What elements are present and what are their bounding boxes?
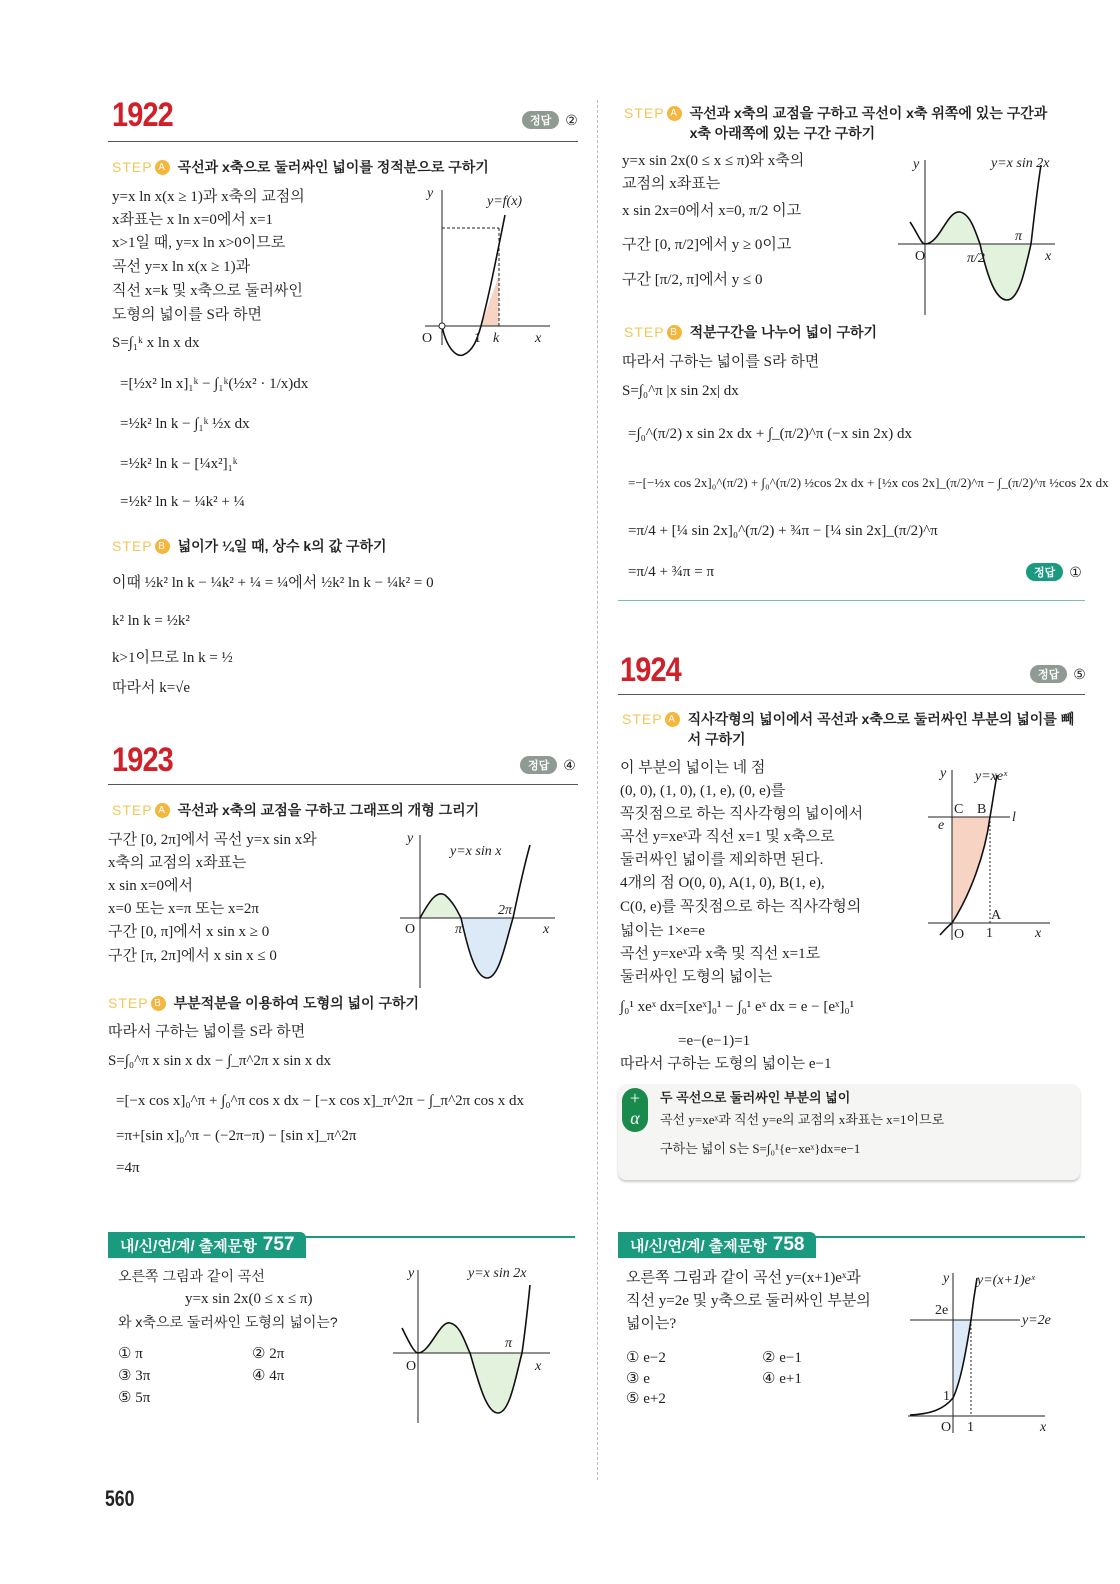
solution-line: 구간 [0, π/2]에서 y ≥ 0이고 <box>622 237 792 253</box>
solution-line: y=x sin 2x(0 ≤ x ≤ π)와 x축의 <box>622 153 805 169</box>
line-label: l <box>1012 810 1016 825</box>
solution-line: x sin x=0에서 <box>108 878 193 894</box>
solution-line: x>1일 때, y=x ln x>0이므로 <box>112 235 286 251</box>
step-tag: STEP A <box>624 103 682 123</box>
problem-number: 1923 <box>112 741 173 779</box>
answer-label: 정답 <box>522 111 559 129</box>
curve-label: y=x sin 2x <box>468 1266 527 1281</box>
choice[interactable]: ④ e+1 <box>762 1371 802 1387</box>
solution-line: 따라서 구하는 도형의 넓이는 e−1 <box>620 1056 832 1072</box>
problem-line: y=x sin 2x(0 ≤ x ≤ π) <box>185 1291 313 1307</box>
origin-label: O <box>422 331 433 346</box>
step-title: 곡선과 x축으로 둘러싸인 넓이를 정적분으로 구하기 <box>177 159 489 175</box>
origin-label: O <box>405 922 416 937</box>
solution-line: C(0, e)를 꼭짓점으로 하는 직사각형의 <box>620 899 862 915</box>
tick-label: k <box>493 331 500 346</box>
tick-label: π <box>505 1336 513 1351</box>
step-b-heading <box>108 993 419 1013</box>
tip-line: 구하는 넓이 S는 S=∫₀¹{e−xeˣ}dx=e−1 <box>660 1141 861 1156</box>
tick-label: e <box>938 818 945 833</box>
solution-line: 구간 [0, π]에서 x sin x ≥ 0 <box>108 924 270 940</box>
solution-line: 꼭짓점으로 하는 직사각형의 넓이에서 <box>620 806 864 822</box>
section-rule <box>618 694 1085 695</box>
solution-line: 둘러싸인 넓이를 제외하면 된다. <box>620 852 824 868</box>
answer-label: 정답 <box>1026 563 1063 581</box>
tick-label: 1 <box>986 926 993 941</box>
step-tag: STEP A <box>112 157 170 177</box>
step-a-heading <box>112 800 479 820</box>
solution-line: 구간 [π, 2π]에서 x sin x ≤ 0 <box>108 948 277 964</box>
tip-title: 두 곡선으로 둘러싸인 부분의 넓이 <box>660 1090 851 1105</box>
solution-line: =π+[sin x]₀^π − (−2π−π) − [sin x]_π^2π <box>116 1128 357 1144</box>
step-tag: STEP A <box>112 800 170 820</box>
answer-label: 정답 <box>1030 665 1067 683</box>
curve-label: y=x sin 2x <box>991 156 1050 171</box>
problem-line: 오른쪽 그림과 같이 곡선 y=(x+1)eˣ과 <box>626 1270 861 1286</box>
answer-badge <box>522 111 578 129</box>
step-tag: STEP B <box>112 536 170 556</box>
graph-1923 <box>395 830 560 990</box>
graph-1922 <box>415 185 555 355</box>
answer-label: 정답 <box>520 756 557 774</box>
related-problem-header <box>108 1232 306 1258</box>
tick-label: 1 <box>967 1420 974 1435</box>
solution-line: k>1이므로 ln k = ½ <box>112 650 233 666</box>
solution-line: 곡선 y=xeˣ과 x축 및 직선 x=1로 <box>620 946 821 962</box>
solution-line: ∫₀¹ xeˣ dx=[xeˣ]₀¹ − ∫₀¹ eˣ dx = e − [eˣ]₀¹ <box>620 999 855 1015</box>
solution-line: =½k² ln k − [¼x²]₁ᵏ <box>120 456 238 472</box>
solution-line: =π/4 + ¾π = π <box>628 564 715 580</box>
related-problem-header <box>618 1232 816 1258</box>
step-b-heading <box>624 322 877 342</box>
step-title: 곡선과 x축의 교점을 구하고 그래프의 개형 그리기 <box>177 802 480 818</box>
solution-line: x sin 2x=0에서 x=0, π/2 이고 <box>622 203 802 219</box>
point-label: C <box>954 802 964 817</box>
step-a-heading <box>112 157 489 177</box>
solution-line: =½k² ln k − ∫₁ᵏ ½x dx <box>120 416 250 432</box>
step-title: 부분적분을 이용하여 도형의 넓이 구하기 <box>173 995 420 1011</box>
curve-label: y=x sin x <box>450 844 502 859</box>
solution-line: =π/4 + [¼ sin 2x]₀^(π/2) + ¾π − [¼ sin 2x]_(π/2)^π <box>628 523 938 539</box>
solution-line: 따라서 구하는 넓이를 S라 하면 <box>622 354 820 370</box>
solution-line: 직선 x=k 및 x축으로 둘러싸인 <box>112 283 303 299</box>
step-title: 곡선과 x축의 교점을 구하고 곡선이 x축 위쪽에 있는 구간과 x축 아래쪽에 있는 구간 구하기 <box>689 105 1048 141</box>
answer-badge <box>520 756 576 774</box>
tick-label: 1 <box>474 331 481 346</box>
choice[interactable]: ③ 3π <box>118 1368 151 1384</box>
solution-line: 따라서 k=√e <box>112 680 191 696</box>
shaded-area <box>925 212 980 244</box>
problem-number: 1922 <box>112 96 173 134</box>
tick-label: π/2 <box>967 251 985 266</box>
step-b-heading <box>112 536 387 556</box>
box-rule <box>300 1236 575 1238</box>
header-number: 758 <box>772 1234 805 1255</box>
column-divider <box>597 100 598 1480</box>
tick-label: π <box>1015 229 1023 244</box>
solution-line: x좌표는 x ln x=0에서 x=1 <box>112 212 274 228</box>
answer-badge <box>1030 665 1086 683</box>
section-rule <box>108 141 578 142</box>
choice[interactable]: ① e−2 <box>626 1350 666 1366</box>
curve-label: y=xeˣ <box>975 769 1008 784</box>
y-label: y <box>943 1271 950 1286</box>
step-a-heading <box>622 709 1074 749</box>
problem-line: 오른쪽 그림과 같이 곡선 <box>118 1268 265 1284</box>
x-label: x <box>1035 926 1042 941</box>
choice[interactable]: ⑤ e+2 <box>626 1391 666 1407</box>
choice[interactable]: ③ e <box>626 1371 650 1387</box>
solution-line: 곡선 y=x ln x(x ≥ 1)과 <box>112 259 251 275</box>
box-rule <box>810 1236 1085 1238</box>
answer-value: ② <box>565 111 578 128</box>
solution-line: =∫₀^(π/2) x sin 2x dx + ∫_(π/2)^π (−x sin 2x) dx <box>628 426 912 442</box>
solution-line: =½k² ln k − ¼k² + ¼ <box>120 494 245 510</box>
y-label: y <box>427 186 434 201</box>
section-rule <box>618 600 1085 601</box>
solution-line: 이때 ½k² ln k − ¼k² + ¼ = ¼에서 ½k² ln k − ¼k² = 0 <box>112 575 434 591</box>
choice[interactable]: ④ 4π <box>252 1368 285 1384</box>
tip-line: 곡선 y=xeˣ과 직선 y=e의 교점의 x좌표는 x=1이므로 <box>660 1112 945 1127</box>
x-label: x <box>543 922 550 937</box>
solution-line: x=0 또는 x=π 또는 x=2π <box>108 901 259 917</box>
solution-line: 곡선 y=xeˣ과 직선 x=1 및 x축으로 <box>620 829 835 845</box>
x-label: x <box>1045 249 1052 264</box>
graph-1923-right <box>895 150 1075 320</box>
solution-line: =4π <box>116 1160 140 1176</box>
solution-line: S=∫₁ᵏ x ln x dx <box>112 335 200 351</box>
tick-label: 2e <box>935 1303 949 1318</box>
answer-value: ⑤ <box>1073 665 1086 682</box>
solution-line: 둘러싸인 도형의 넓이는 <box>620 969 773 985</box>
solution-line: 따라서 구하는 넓이를 S라 하면 <box>108 1024 306 1040</box>
solution-line: =e−(e−1)=1 <box>678 1033 751 1049</box>
header-number: 757 <box>262 1234 295 1255</box>
choice[interactable]: ⑤ 5π <box>118 1390 151 1406</box>
solution-line: 교점의 x좌표는 <box>622 176 721 192</box>
problem-line: 와 x축으로 둘러싸인 도형의 넓이는? <box>118 1314 338 1330</box>
origin-label: O <box>954 927 965 942</box>
tick-label: 2π <box>498 903 513 918</box>
solution-line: (0, 0), (1, 0), (1, e), (0, e)를 <box>620 783 786 799</box>
origin-label: O <box>915 249 926 264</box>
graph-1924 <box>925 765 1055 945</box>
y-label: y <box>913 157 920 172</box>
shaded-area <box>952 817 990 923</box>
curve-label: y=(x+1)eˣ <box>977 1273 1035 1288</box>
solution-line: =[−x cos x]₀^π + ∫₀^π cos x dx − [−x cos x]_π^2π − ∫_π^2π cos x dx <box>116 1093 524 1109</box>
page-number: 560 <box>105 1486 135 1511</box>
step-title: 넓이가 ¼일 때, 상수 k의 값 구하기 <box>177 538 387 554</box>
solution-line: 4개의 점 O(0, 0), A(1, 0), B(1, e), <box>620 875 825 891</box>
solution-line: =−[−½x cos 2x]₀^(π/2) + ∫₀^(π/2) ½cos 2x dx + [½x cos 2x]_(π/2)^π − ∫_(π/2)^π ½cos 2x dx <box>628 475 1109 490</box>
tick-label: π <box>455 922 463 937</box>
choice[interactable]: ① π <box>118 1346 143 1362</box>
solution-line: 넓이는 1×e=e <box>620 923 705 939</box>
open-point <box>439 323 445 329</box>
header-label: 내/신/연/계/ 출제문항 <box>120 1237 257 1255</box>
step-title: 적분구간을 나누어 넓이 구하기 <box>689 324 878 340</box>
solution-line: k² ln k = ½k² <box>112 613 190 629</box>
step-a-heading <box>624 103 1047 143</box>
solution-line: 구간 [π/2, π]에서 y ≤ 0 <box>622 272 763 288</box>
tick-label: 1 <box>943 1389 950 1404</box>
step-title: 직사각형의 넓이에서 곡선과 x축으로 둘러싸인 부분의 넓이를 빼 서 구하기 <box>687 711 1075 747</box>
header-label: 내/신/연/계/ 출제문항 <box>630 1237 767 1255</box>
origin-label: O <box>941 1420 952 1435</box>
y-label: y <box>407 831 414 846</box>
solution-line: S=∫₀^π |x sin 2x| dx <box>622 383 739 399</box>
section-rule <box>108 784 578 785</box>
solution-line: S=∫₀^π x sin x dx − ∫_π^2π x sin x dx <box>108 1053 332 1069</box>
graph-758 <box>905 1268 1075 1438</box>
solution-line: 이 부분의 넓이는 네 점 <box>620 760 766 776</box>
problem-number: 1924 <box>620 651 681 689</box>
answer-badge <box>1026 563 1082 581</box>
plus-alpha-icon: + α <box>622 1088 648 1132</box>
answer-value: ④ <box>563 756 576 773</box>
answer-value: ① <box>1069 563 1082 580</box>
point-label: B <box>977 802 987 817</box>
y-label: y <box>408 1266 415 1281</box>
problem-line: 직선 y=2e 및 y축으로 둘러싸인 부분의 <box>626 1293 871 1309</box>
step-tag: STEP B <box>108 993 166 1013</box>
solution-line: 도형의 넓이를 S라 하면 <box>112 307 263 323</box>
choice[interactable]: ② 2π <box>252 1346 285 1362</box>
solution-line: y=x ln x(x ≥ 1)과 x축의 교점의 <box>112 189 305 205</box>
x-label: x <box>1040 1420 1047 1435</box>
problem-line: 넓이는? <box>626 1316 677 1332</box>
choice[interactable]: ② e−1 <box>762 1350 802 1366</box>
y-label: y <box>940 766 947 781</box>
solution-line: 구간 [0, 2π]에서 곡선 y=x sin x와 <box>108 832 317 848</box>
line-label: y=2e <box>1022 1313 1051 1328</box>
curve-label: y=f(x) <box>487 194 523 209</box>
solution-line: =[½x² ln x]₁ᵏ − ∫₁ᵏ(½x² · 1/x)dx <box>120 376 309 392</box>
x-label: x <box>535 331 542 346</box>
step-tag: STEP A <box>622 709 680 729</box>
origin-label: O <box>406 1359 417 1374</box>
x-label: x <box>535 1359 542 1374</box>
solution-line: x축의 교점의 x좌표는 <box>108 855 247 871</box>
step-tag: STEP B <box>624 322 682 342</box>
graph-757 <box>390 1265 555 1435</box>
point-label: A <box>991 908 1002 923</box>
